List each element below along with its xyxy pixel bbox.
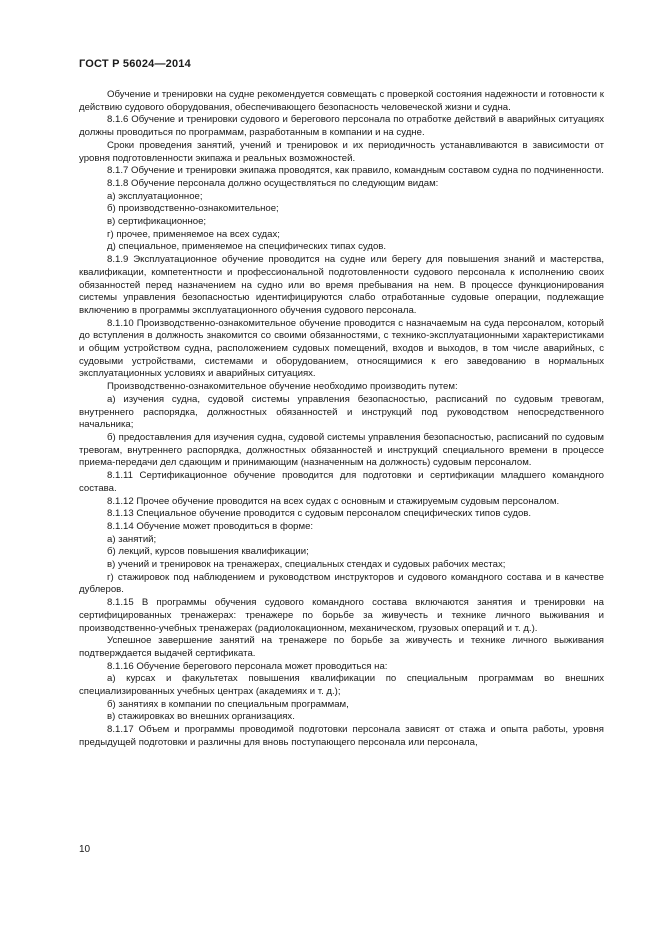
list-item: б) лекций, курсов повышения квалификации; <box>107 546 309 558</box>
paragraph: 8.1.11 Сертификационное обучение проводится для подготовки и сертификации младшего командного состава. <box>79 470 604 494</box>
list-item: а) изучения судна, судовой системы управления безопасностью, расписаний по судовым тревогам, внутреннего распорядка, должностных обязанностей и инструкций под руководством непосредственного начальника; <box>79 393 604 431</box>
paragraph: 8.1.7 Обучение и тренировки экипажа проводятся, как правило, командным составом судна по подчиненности. <box>107 165 604 177</box>
document-body <box>79 89 604 750</box>
paragraph: Обучение и тренировки на судне рекомендуется совмещать с проверкой состояния надежности и готовности к действию судового оборудования, обеспечивающего безопасность человеческой жизни и судна. <box>79 89 604 113</box>
page-number: 10 <box>79 844 91 855</box>
list-item: г) стажировок под наблюдением и руководством инструкторов и судового командного состава и в качестве дублеров. <box>79 571 604 596</box>
list-item: г) прочее, применяемое на всех судах; <box>107 228 280 240</box>
paragraph: 8.1.13 Специальное обучение проводится с судовым персоналом специфических типов судов. <box>107 508 532 520</box>
paragraph: 8.1.10 Производственно-ознакомительное обучение проводится с назначаемым на суда персоналом, который до вступления в должность знакомится со своими обязанностями, с технико-эксплуатационными характеристиками и общим устройством судна, расположением судовых помещений, входов и выходов, в том числе аварийных, с судовыми устройствами, системами и оборудованием, относящимися к его заведованию в нормальных эксплуатационных условиях и аварийных ситуациях. <box>79 317 604 380</box>
list-item: в) сертификационное; <box>107 216 207 228</box>
paragraph: 8.1.12 Прочее обучение проводится на всех судах с основным и стажируемым судовым персоналом. <box>107 495 560 507</box>
paragraph: 8.1.9 Эксплуатационное обучение проводится на судне или берегу для повышения знаний и мастерства, квалификации, компетентности и профессиональной подготовленности судового персонала к исполнению своих обязанностей перед назначением на судно или во время пребывания на нем. В процессе функционирования системы управления безопасностью идентифицируются слабо отработанные судовые операции, подлежащие включению в программы эксплуатационного обучения судового персонала. <box>79 254 604 316</box>
list-item: д) специальное, применяемое на специфических типах судов. <box>107 241 387 253</box>
list-item: б) предоставления для изучения судна, судовой системы управления безопасностью, расписаний по судовым тревогам, внутреннего распорядка, должностных обязанностей и инструкций специального времени в процессе приема-передачи дел сдающим и принимающим (назначенным на должность) судовым персоналом. <box>79 431 604 469</box>
list-item: в) учений и тренировок на тренажерах, специальных стендах и судовых рабочих местах; <box>107 559 506 571</box>
paragraph: 8.1.17 Объем и программы проводимой подготовки персонала зависят от стажа и опыта работы, уровня предыдущей подготовки и различны для вновь поступающего персонала или персонала, <box>79 724 604 748</box>
list-item: а) эксплуатационное; <box>107 190 203 202</box>
list-item: б) занятиях в компании по специальным программам, <box>107 698 349 710</box>
paragraph: Успешное завершение занятий на тренажере по борьбе за живучесть и технике личного выживания подтверждается выдачей сертификата. <box>79 635 604 659</box>
paragraph: 8.1.16 Обучение берегового персонала может проводиться на: <box>107 660 388 672</box>
list-item: а) курсах и факультетах повышения квалификации по специальным программам во внешних специализированных учебных центрах (академиях и т. д.); <box>79 673 604 698</box>
list-item: в) стажировках во внешних организациях. <box>107 711 295 723</box>
paragraph: 8.1.6 Обучение и тренировки судового и берегового персонала по отработке действий в аварийных ситуациях должны проводиться по программам, разработанным в компании и на судне. <box>79 114 604 139</box>
paragraph: Сроки проведения занятий, учений и тренировок и их периодичность устанавливаются в зависимости от уровня подготовленности экипажа и реальных возможностей. <box>79 139 604 164</box>
paragraph: 8.1.8 Обучение персонала должно осуществляться по следующим видам: <box>107 177 439 189</box>
paragraph: 8.1.15 В программы обучения судового командного состава включаются занятия и тренировки на сертифицированных тренажерах: тренажере по борьбе за живучесть и технике личного выживания и производственно-учебных тренажерах (радиолокационном, механическом, грузовых операций и т. д.). <box>79 597 604 634</box>
list-item: а) занятий; <box>107 533 157 545</box>
paragraph: 8.1.14 Обучение может проводиться в форме: <box>107 520 314 532</box>
list-item: б) производственно-ознакомительное; <box>107 203 279 215</box>
standard-code-header: ГОСТ Р 56024—2014 <box>79 58 191 70</box>
paragraph: Производственно-ознакомительное обучение необходимо производить путем: <box>107 381 458 393</box>
